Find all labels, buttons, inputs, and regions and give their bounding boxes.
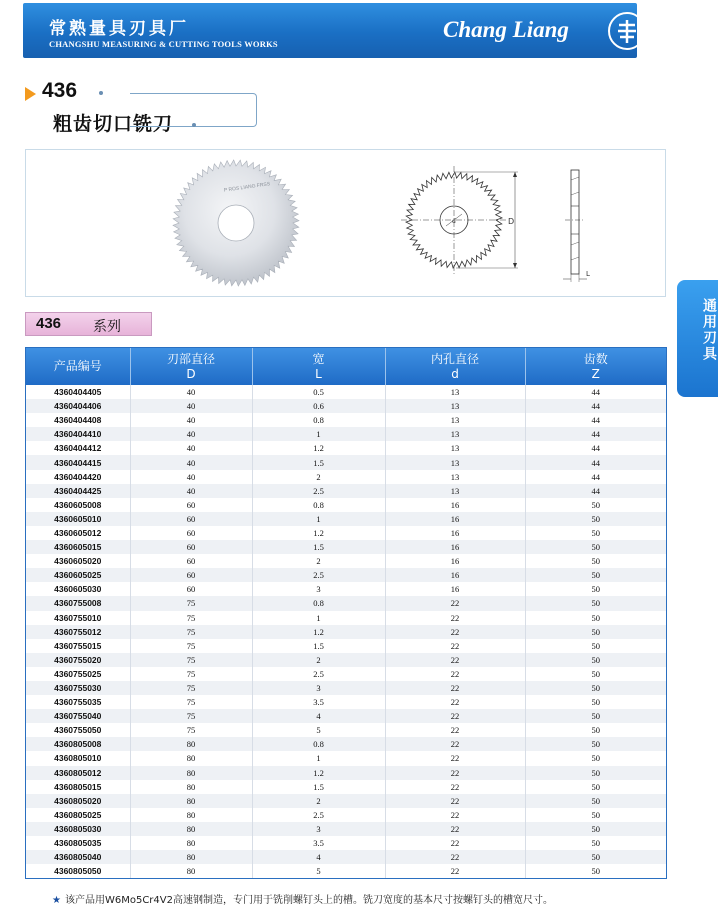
company-name-en: CHANGSHU MEASURING & CUTTING TOOLS WORKS xyxy=(49,39,278,49)
table-cell: 13 xyxy=(385,427,525,441)
column-header xyxy=(385,348,525,385)
table-cell: 50 xyxy=(525,737,666,751)
table-cell: 50 xyxy=(525,864,666,878)
footnote xyxy=(52,891,553,906)
table-row xyxy=(26,808,666,822)
product-number-cell: 4360404412 xyxy=(26,441,130,455)
registered-mark: ® xyxy=(640,45,647,53)
table-cell: 13 xyxy=(385,385,525,399)
table-cell: 16 xyxy=(385,526,525,540)
table-cell: 50 xyxy=(525,554,666,568)
table-cell: 3.5 xyxy=(252,836,385,850)
table-cell: 75 xyxy=(130,667,252,681)
table-cell: 22 xyxy=(385,611,525,625)
product-number-cell: 4360755050 xyxy=(26,723,130,737)
table-cell: 16 xyxy=(385,512,525,526)
table-cell: 80 xyxy=(130,850,252,864)
table-cell: 22 xyxy=(385,667,525,681)
table-cell: 22 xyxy=(385,596,525,610)
table-cell: 16 xyxy=(385,554,525,568)
table-row xyxy=(26,639,666,653)
table-cell: 75 xyxy=(130,695,252,709)
table-cell: 22 xyxy=(385,751,525,765)
side-view-drawing xyxy=(563,170,590,282)
table-cell: 75 xyxy=(130,653,252,667)
table-cell: 5 xyxy=(252,864,385,878)
table-row xyxy=(26,822,666,836)
table-row xyxy=(26,766,666,780)
column-header xyxy=(252,348,385,385)
table-row xyxy=(26,484,666,498)
table-cell: 0.6 xyxy=(252,399,385,413)
product-number-cell: 4360605010 xyxy=(26,512,130,526)
star-icon: ★ xyxy=(52,895,61,906)
table-cell: 40 xyxy=(130,385,252,399)
table-row xyxy=(26,681,666,695)
table-row xyxy=(26,864,666,878)
product-name: 粗齿切口铣刀 xyxy=(53,113,174,135)
table-cell: 80 xyxy=(130,737,252,751)
table-cell: 1.2 xyxy=(252,625,385,639)
brand-name: Chang Liang xyxy=(443,17,569,42)
table-cell: 40 xyxy=(130,470,252,484)
table-cell: 1.5 xyxy=(252,639,385,653)
product-number-cell: 4360805050 xyxy=(26,864,130,878)
table-cell: 50 xyxy=(525,766,666,780)
column-header xyxy=(525,348,666,385)
table-cell: 13 xyxy=(385,413,525,427)
table-cell: 50 xyxy=(525,639,666,653)
column-header-title: 产品编号 xyxy=(53,359,102,373)
table-cell: 22 xyxy=(385,850,525,864)
column-header-symbol: L xyxy=(315,366,322,381)
column-header-title: 宽 xyxy=(312,351,325,366)
product-number-cell: 4360404425 xyxy=(26,484,130,498)
table-cell: 50 xyxy=(525,540,666,554)
table-cell: 80 xyxy=(130,836,252,850)
table-row xyxy=(26,385,666,399)
table-cell: 50 xyxy=(525,611,666,625)
table-cell: 0.8 xyxy=(252,498,385,512)
table-cell: 60 xyxy=(130,554,252,568)
product-number-cell: 4360404415 xyxy=(26,455,130,469)
table-row xyxy=(26,723,666,737)
table-header-row xyxy=(26,348,666,385)
table-row xyxy=(26,653,666,667)
table-cell: 50 xyxy=(525,695,666,709)
table-cell: 75 xyxy=(130,709,252,723)
table-cell: 50 xyxy=(525,582,666,596)
table-cell: 4 xyxy=(252,709,385,723)
table-row xyxy=(26,611,666,625)
table-cell: 1.2 xyxy=(252,441,385,455)
table-cell: 75 xyxy=(130,625,252,639)
product-number-cell: 4360755012 xyxy=(26,625,130,639)
table-cell: 50 xyxy=(525,780,666,794)
table-row xyxy=(26,836,666,850)
table-row xyxy=(26,794,666,808)
table-cell: 16 xyxy=(385,568,525,582)
table-cell: 3.5 xyxy=(252,695,385,709)
table-cell: 2.5 xyxy=(252,808,385,822)
table-row xyxy=(26,568,666,582)
header-banner xyxy=(23,3,647,58)
table-cell: 50 xyxy=(525,653,666,667)
product-number-cell: 4360805012 xyxy=(26,766,130,780)
table-cell: 75 xyxy=(130,596,252,610)
product-number-cell: 4360605020 xyxy=(26,554,130,568)
table-cell: 80 xyxy=(130,780,252,794)
column-header-title: 刃部直径 xyxy=(166,351,215,366)
table-cell: 50 xyxy=(525,596,666,610)
table-cell: 44 xyxy=(525,413,666,427)
table-cell: 44 xyxy=(525,455,666,469)
front-view-drawing xyxy=(401,166,518,274)
column-header xyxy=(26,348,130,385)
table-cell: 50 xyxy=(525,808,666,822)
table-cell: 40 xyxy=(130,399,252,413)
product-number-cell: 4360805035 xyxy=(26,836,130,850)
table-cell: 75 xyxy=(130,681,252,695)
table-cell: 22 xyxy=(385,808,525,822)
table-cell: 44 xyxy=(525,484,666,498)
table-cell: 1 xyxy=(252,427,385,441)
product-number-cell: 4360404420 xyxy=(26,470,130,484)
table-cell: 75 xyxy=(130,611,252,625)
table-cell: 1.5 xyxy=(252,455,385,469)
outer-diameter-label: D xyxy=(508,217,515,226)
table-row xyxy=(26,498,666,512)
product-number-cell: 4360605015 xyxy=(26,540,130,554)
series-text: 系列 xyxy=(93,319,121,335)
table-cell: 50 xyxy=(525,751,666,765)
table-cell: 1 xyxy=(252,751,385,765)
width-label: L xyxy=(586,270,590,278)
table-cell: 3 xyxy=(252,582,385,596)
table-cell: 16 xyxy=(385,582,525,596)
company-name-cn: 常熟量具刃具厂 xyxy=(49,19,189,39)
table-cell: 60 xyxy=(130,540,252,554)
table-row xyxy=(26,780,666,794)
table-cell: 0.5 xyxy=(252,385,385,399)
table-row xyxy=(26,470,666,484)
product-number-cell: 4360805008 xyxy=(26,737,130,751)
product-number-cell: 4360755008 xyxy=(26,596,130,610)
table-row xyxy=(26,667,666,681)
table-row xyxy=(26,540,666,554)
category-side-tab[interactable] xyxy=(677,280,718,397)
column-header-title: 内孔直径 xyxy=(430,351,479,366)
table-cell: 80 xyxy=(130,751,252,765)
table-cell: 0.8 xyxy=(252,413,385,427)
table-cell: 0.8 xyxy=(252,596,385,610)
table-cell: 44 xyxy=(525,427,666,441)
table-row xyxy=(26,596,666,610)
product-number-cell: 4360605008 xyxy=(26,498,130,512)
saw-blade-photo xyxy=(173,160,299,286)
table-cell: 50 xyxy=(525,836,666,850)
table-cell: 2 xyxy=(252,794,385,808)
product-number-cell: 4360755035 xyxy=(26,695,130,709)
table-row xyxy=(26,625,666,639)
table-cell: 75 xyxy=(130,639,252,653)
product-number-cell: 4360755040 xyxy=(26,709,130,723)
table-cell: 50 xyxy=(525,822,666,836)
table-cell: 40 xyxy=(130,413,252,427)
table-cell: 13 xyxy=(385,399,525,413)
table-cell: 2.5 xyxy=(252,568,385,582)
bracket-dot xyxy=(192,123,196,127)
table-cell: 40 xyxy=(130,427,252,441)
table-cell: 40 xyxy=(130,455,252,469)
table-row xyxy=(26,695,666,709)
column-header xyxy=(130,348,252,385)
column-header-symbol: d xyxy=(451,366,459,381)
table-cell: 22 xyxy=(385,681,525,695)
product-number-cell: 4360805015 xyxy=(26,780,130,794)
table-cell: 50 xyxy=(525,681,666,695)
table-cell: 80 xyxy=(130,864,252,878)
table-row xyxy=(26,512,666,526)
table-row xyxy=(26,441,666,455)
table-cell: 1.2 xyxy=(252,766,385,780)
table-row xyxy=(26,751,666,765)
table-row xyxy=(26,582,666,596)
table-cell: 22 xyxy=(385,822,525,836)
bore-diameter-label: d xyxy=(452,218,456,225)
product-number-cell: 4360755015 xyxy=(26,639,130,653)
table-row xyxy=(26,427,666,441)
table-cell: 2 xyxy=(252,653,385,667)
table-cell: 50 xyxy=(525,850,666,864)
table-cell: 2.5 xyxy=(252,667,385,681)
table-cell: 22 xyxy=(385,723,525,737)
table-cell: 1 xyxy=(252,512,385,526)
table-cell: 22 xyxy=(385,766,525,780)
table-cell: 50 xyxy=(525,709,666,723)
product-number-cell: 4360805030 xyxy=(26,822,130,836)
table-cell: 40 xyxy=(130,441,252,455)
table-cell: 22 xyxy=(385,780,525,794)
product-number-cell: 4360805010 xyxy=(26,751,130,765)
product-illustration-panel xyxy=(25,149,666,297)
table-cell: 60 xyxy=(130,582,252,596)
table-cell: 80 xyxy=(130,808,252,822)
table-cell: 22 xyxy=(385,864,525,878)
product-number-cell: 4360605025 xyxy=(26,568,130,582)
column-header-symbol: D xyxy=(186,366,196,381)
table-row xyxy=(26,554,666,568)
table-row xyxy=(26,413,666,427)
table-cell: 1 xyxy=(252,611,385,625)
table-cell: 60 xyxy=(130,512,252,526)
table-row xyxy=(26,737,666,751)
table-cell: 0.8 xyxy=(252,737,385,751)
table-cell: 5 xyxy=(252,723,385,737)
product-number-cell: 4360805020 xyxy=(26,794,130,808)
table-cell: 22 xyxy=(385,625,525,639)
blade-marking: P ROS LIANG FRSS xyxy=(223,181,271,194)
table-cell: 22 xyxy=(385,836,525,850)
table-cell: 13 xyxy=(385,441,525,455)
table-cell: 50 xyxy=(525,723,666,737)
series-label xyxy=(25,312,152,336)
table-cell: 1.2 xyxy=(252,526,385,540)
table-cell: 22 xyxy=(385,794,525,808)
spec-table xyxy=(25,347,667,879)
table-cell: 80 xyxy=(130,766,252,780)
table-cell: 60 xyxy=(130,526,252,540)
product-number-cell: 4360755030 xyxy=(26,681,130,695)
table-cell: 2.5 xyxy=(252,484,385,498)
table-cell: 1.5 xyxy=(252,780,385,794)
product-illustration xyxy=(26,150,665,296)
table-cell: 13 xyxy=(385,455,525,469)
table-row xyxy=(26,399,666,413)
table-cell: 75 xyxy=(130,723,252,737)
product-number-cell: 4360805040 xyxy=(26,850,130,864)
product-code: 436 xyxy=(42,79,78,102)
table-cell: 22 xyxy=(385,709,525,723)
table-cell: 2 xyxy=(252,554,385,568)
product-number-cell: 4360404405 xyxy=(26,385,130,399)
product-number-cell: 4360755020 xyxy=(26,653,130,667)
table-cell: 44 xyxy=(525,470,666,484)
table-cell: 60 xyxy=(130,568,252,582)
product-number-cell: 4360605030 xyxy=(26,582,130,596)
table-row xyxy=(26,709,666,723)
table-cell: 22 xyxy=(385,737,525,751)
product-number-cell: 4360605012 xyxy=(26,526,130,540)
product-number-cell: 4360755010 xyxy=(26,611,130,625)
product-number-cell: 4360805025 xyxy=(26,808,130,822)
table-cell: 50 xyxy=(525,498,666,512)
table-cell: 50 xyxy=(525,512,666,526)
column-header-symbol: Z xyxy=(591,366,600,381)
series-code: 436 xyxy=(36,315,62,332)
table-cell: 50 xyxy=(525,526,666,540)
table-cell: 50 xyxy=(525,794,666,808)
table-cell: 50 xyxy=(525,667,666,681)
category-side-tab-label: 通用刃具 xyxy=(701,298,717,362)
table-cell: 44 xyxy=(525,399,666,413)
table-cell: 13 xyxy=(385,484,525,498)
table-cell: 16 xyxy=(385,540,525,554)
product-number-cell: 4360404406 xyxy=(26,399,130,413)
bracket-dot xyxy=(99,91,103,95)
table-cell: 80 xyxy=(130,822,252,836)
footnote-text: 该产品用W6Mo5Cr4V2高速钢制造，专门用于铣削螺钉头上的槽。铣刀宽度的基本尺寸按螺钉头的槽宽尺寸。 xyxy=(64,895,553,906)
table-cell: 22 xyxy=(385,639,525,653)
table-row xyxy=(26,526,666,540)
table-cell: 3 xyxy=(252,681,385,695)
table-cell: 50 xyxy=(525,625,666,639)
table-cell: 1.5 xyxy=(252,540,385,554)
table-cell: 80 xyxy=(130,794,252,808)
product-number-cell: 4360404408 xyxy=(26,413,130,427)
table-cell: 50 xyxy=(525,568,666,582)
table-cell: 44 xyxy=(525,441,666,455)
table-cell: 60 xyxy=(130,498,252,512)
table-cell: 22 xyxy=(385,653,525,667)
table-cell: 22 xyxy=(385,695,525,709)
product-number-cell: 4360755025 xyxy=(26,667,130,681)
title-bracket-decoration xyxy=(130,93,257,127)
table-cell: 13 xyxy=(385,470,525,484)
table-row xyxy=(26,455,666,469)
table-cell: 16 xyxy=(385,498,525,512)
table-cell: 3 xyxy=(252,822,385,836)
product-number-cell: 4360404410 xyxy=(26,427,130,441)
title-arrow-icon xyxy=(25,87,36,101)
table-body xyxy=(26,385,666,878)
column-header-title: 齿数 xyxy=(583,351,608,366)
table-cell: 4 xyxy=(252,850,385,864)
table-row xyxy=(26,850,666,864)
table-cell: 40 xyxy=(130,484,252,498)
table-cell: 2 xyxy=(252,470,385,484)
table-cell: 44 xyxy=(525,385,666,399)
